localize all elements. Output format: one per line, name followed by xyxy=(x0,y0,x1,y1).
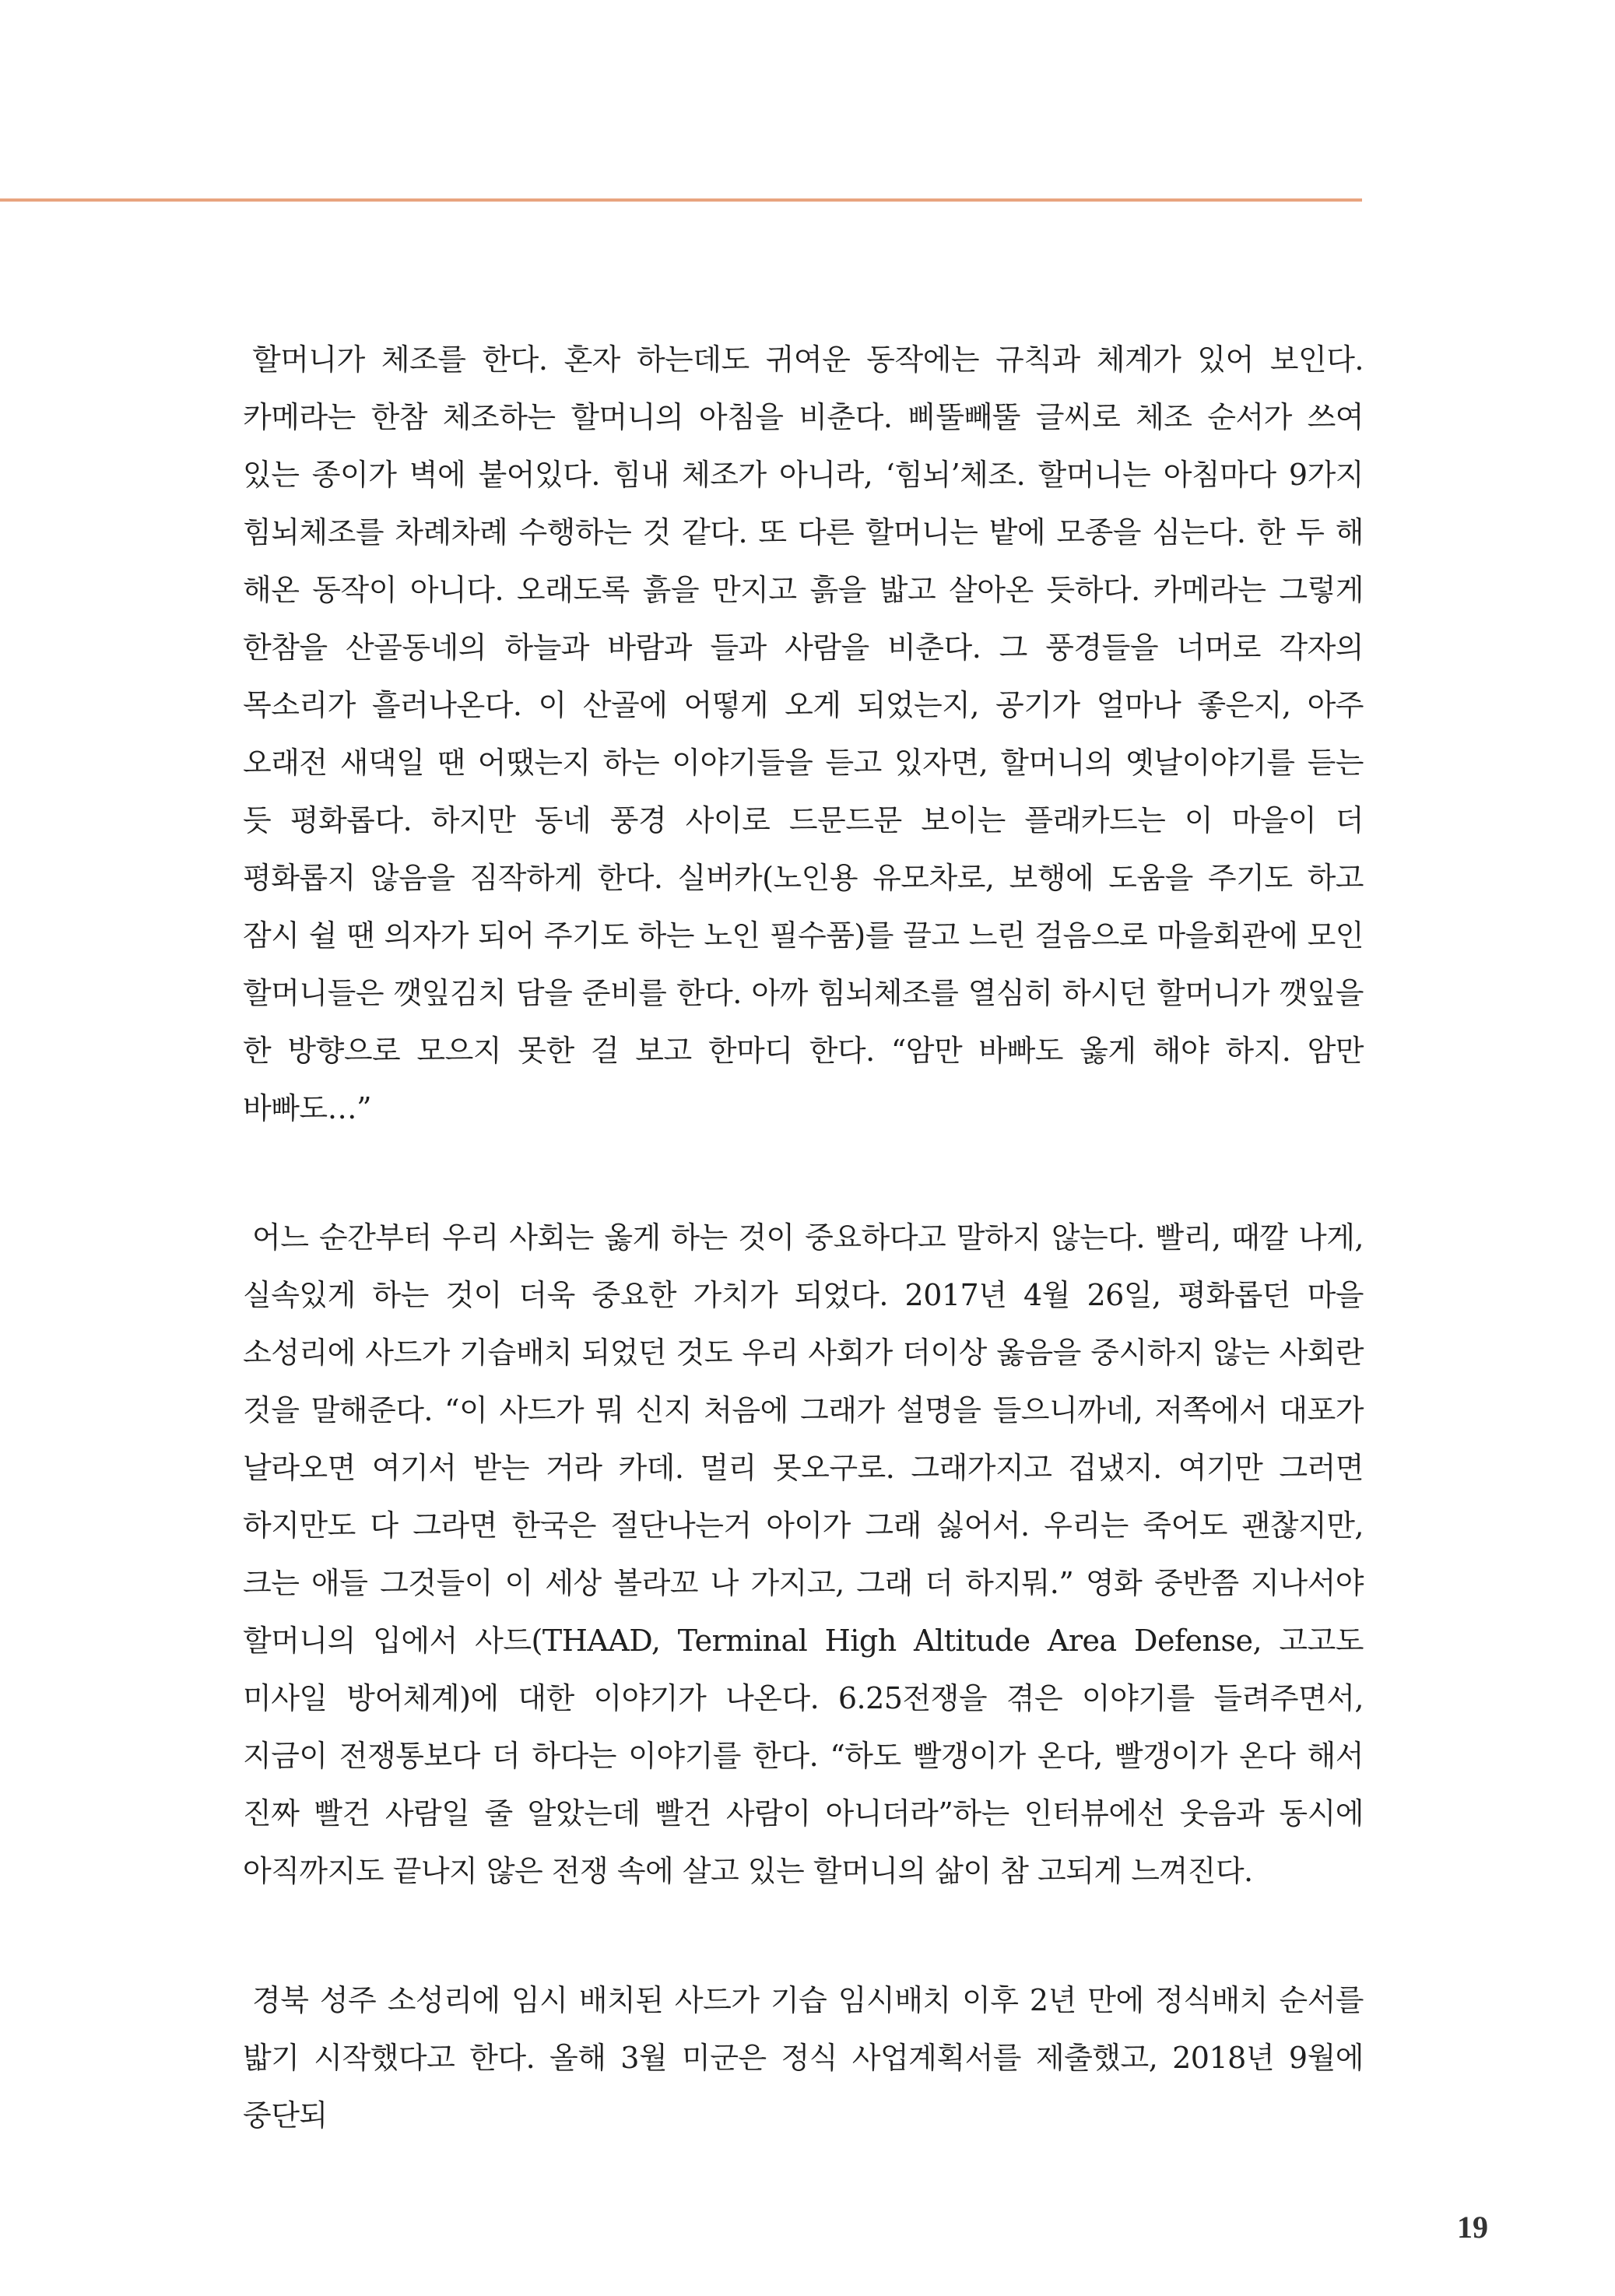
top-divider-rule xyxy=(0,198,1362,202)
paragraph-1: 할머니가 체조를 한다. 혼자 하는데도 귀여운 동작에는 규칙과 체계가 있어 보인다. 카메라는 한참 체조하는 할머니의 아침을 비춘다. 삐뚤빼뚤 글씨로 체조 순서가 쓰여 있는 종이가 벽에 붙어있다. 힘내 체조가 아니라, ‘힘뇌’체조. 할머니는 아침마다 9가지 힘뇌체조를 차례차례 수행하는 것 같다. 또 다른 할머니는 밭에 모종을 심는다. 한 두 해 해온 동작이 아니다. 오래도록 흙을 만지고 흙을 밟고 살아온 듯하다. 카메라는 그렇게 한참을 산골동네의 하늘과 바람과 들과 사람을 비춘다. 그 풍경들을 너머로 각자의 목소리가 흘러나온다. 이 산골에 어떻게 오게 되었는지, 공기가 얼마나 좋은지, 아주 오래전 새댁일 땐 어땠는지 하는 이야기들을 듣고 있자면, 할머니의 옛날이야기를 듣는 듯 평화롭다. 하지만 동네 풍경 사이로 드문드문 보이는 플래카드는 이 마을이 더 평화롭지 않음을 짐작하게 한다. 실버카(노인용 유모차로, 보행에 도움을 주기도 하고 잠시 쉴 땐 의자가 되어 주기도 하는 노인 필수품)를 끌고 느린 걸음으로 마을회관에 모인 할머니들은 깻잎김치 담을 준비를 한다. 아까 힘뇌체조를 열심히 하시던 할머니가 깻잎을 한 방향으로 모으지 못한 걸 보고 한마디 한다. “암만 바빠도 옳게 해야 하지. 암만 바빠도…” xyxy=(243,342,1364,1125)
body-text xyxy=(243,331,1364,2216)
page-number: 19 xyxy=(1457,2210,1488,2245)
paragraph-3: 경북 성주 소성리에 임시 배치된 사드가 기습 임시배치 이후 2년 만에 정식배치 순서를 밟기 시작했다고 한다. 올해 3월 미군은 정식 사업계획서를 제출했고, 2018년 9월에 중단되 xyxy=(243,1983,1364,2133)
paragraph-2: 어느 순간부터 우리 사회는 옳게 하는 것이 중요하다고 말하지 않는다. 빨리, 때깔 나게, 실속있게 하는 것이 더욱 중요한 가치가 되었다. 2017년 4월 26일, 평화롭던 마을 소성리에 사드가 기습배치 되었던 것도 우리 사회가 더이상 옳음을 중시하지 않는 사회란 것을 말해준다. “이 사드가 뭐 신지 처음에 그래가 설명을 들으니까네, 저쪽에서 대포가 날라오면 여기서 받는 거라 카데. 멀리 못오구로. 그래가지고 겁냈지. 여기만 그러면 하지만도 다 그라면 한국은 절단나는거 아이가 그래 싫어서. 우리는 죽어도 괜찮지만, 크는 애들 그것들이 이 세상 볼라꼬 나 가지고, 그래 더 하지뭐.” 영화 중반쯤 지나서야 할머니의 입에서 사드(THAAD, Terminal High Altitude Area Defense, 고고도 미사일 방어체계)에 대한 이야기가 나온다. 6.25전쟁을 겪은 이야기를 들려주면서, 지금이 전쟁통보다 더 하다는 이야기를 한다. “하도 빨갱이가 온다, 빨갱이가 온다 해서 진짜 빨건 사람일 줄 알았는데 빨건 사람이 아니더라”하는 인터뷰에선 웃음과 동시에 아직까지도 끝나지 않은 전쟁 속에 살고 있는 할머니의 삶이 참 고되게 느껴진다. xyxy=(243,1220,1364,1888)
